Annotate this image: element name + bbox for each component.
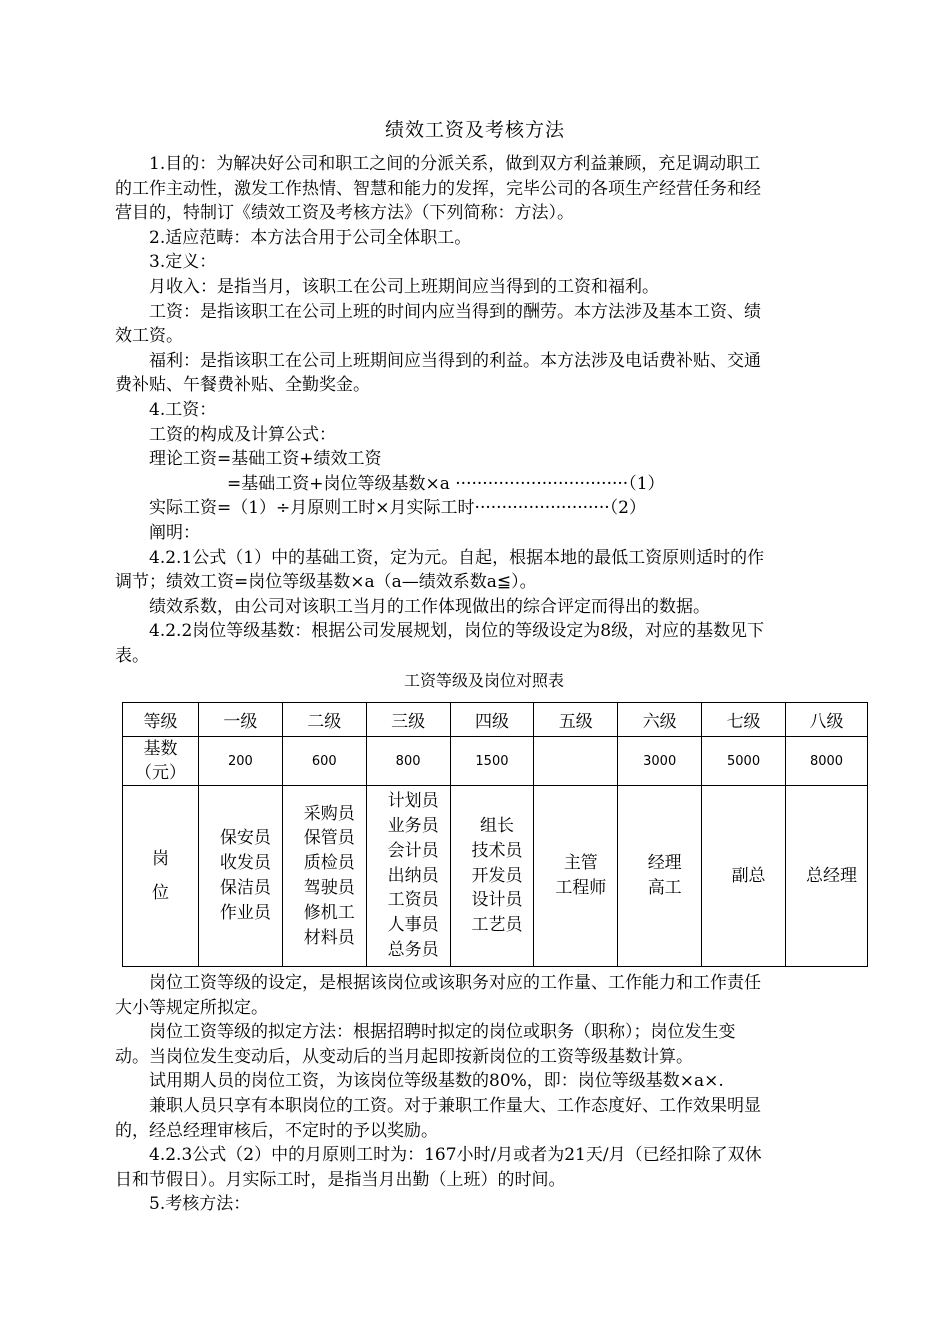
grade-cell: 六级 <box>618 703 702 737</box>
post-label-char: 位 <box>151 883 169 903</box>
document-body-continued <box>115 971 853 1217</box>
post-cell <box>450 786 534 967</box>
base-value-cell: 5000 <box>702 737 786 786</box>
table-row <box>123 737 868 786</box>
formula-line: =基础工资+岗位等级基数×a ································（1） <box>227 473 665 494</box>
paragraph: 的，经总经理审核后，不定时的予以奖励。 <box>115 1120 438 1141</box>
post-list: 主管 工程师 <box>555 853 607 898</box>
paragraph: 岗位工资等级的拟定方法：根据招聘时拟定的岗位或职务（职称）；岗位发生变 <box>149 1022 736 1043</box>
paragraph: 调节；绩效工资=岗位等级基数×a（a—绩效系数a≦）。 <box>115 572 537 593</box>
base-value-cell <box>534 737 618 786</box>
paragraph: 月收入：是指当月，该职工在公司上班期间应当得到的工资和福利。 <box>149 276 659 297</box>
table-row <box>123 703 868 737</box>
grade-cell: 一级 <box>198 703 282 737</box>
paragraph: 兼职人员只享有本职岗位的工资。对于兼职工作量大、工作态度好、工作效果明显 <box>149 1095 761 1116</box>
paragraph: 表。 <box>115 645 149 666</box>
paragraph: 大小等规定所拟定。 <box>115 997 268 1018</box>
paragraph: 效工资。 <box>115 326 183 347</box>
paragraph: 日和节假日）。月实际工时，是指当月出勤（上班）的时间。 <box>115 1169 566 1190</box>
base-value-cell: 200 <box>198 737 282 786</box>
paragraph: 的工作主动性，激发工作热情、智慧和能力的发挥，完毕公司的各项生产经营任务和经 <box>115 178 761 199</box>
grade-table <box>122 702 868 967</box>
grade-cell: 七级 <box>702 703 786 737</box>
base-value-cell: 3000 <box>618 737 702 786</box>
paragraph: 试用期人员的岗位工资，为该岗位等级基数的80%，即：岗位等级基数×a×. <box>149 1071 724 1092</box>
post-list: 保安员 收发员 保洁员 作业员 <box>219 828 271 923</box>
post-label-cell <box>123 786 199 967</box>
paragraph: 4.2.1公式（1）中的基础工资，定为元。自起，根据本地的最低工资原则适时的作 <box>149 547 765 568</box>
formula-line: 实际工资=（1）÷月原则工时×月实际工时·························（2） <box>149 498 646 519</box>
post-list: 采购员 保管员 质检员 驾驶员 修机工 材料员 <box>303 803 355 948</box>
post-cell <box>282 786 366 967</box>
paragraph: 3.定义： <box>149 252 217 273</box>
post-cell <box>618 786 702 967</box>
post-label-char: 岗 <box>151 849 169 869</box>
post-cell <box>786 786 868 967</box>
post-cell <box>534 786 618 967</box>
post-cell <box>366 786 450 967</box>
paragraph: 1.目的：为解决好公司和职工之间的分派关系，做到双方利益兼顾，充足调动职工 <box>149 154 761 174</box>
grade-cell: 三级 <box>366 703 450 737</box>
paragraph: 阐明： <box>149 522 200 543</box>
post-cell <box>198 786 282 967</box>
header-cell: 等级 <box>123 703 199 737</box>
post-list: 计划员 业务员 会计员 出纳员 工资员 人事员 总务员 <box>387 791 439 960</box>
paragraph: 绩效系数，由公司对该职工当月的工作体现做出的综合评定而得出的数据。 <box>149 596 710 617</box>
table-row <box>123 786 868 967</box>
paragraph: 2.适应范畴：本方法合用于公司全体职工。 <box>149 227 472 248</box>
base-value-cell: 1500 <box>450 737 534 786</box>
base-label-cell <box>123 737 199 786</box>
paragraph: 5.考核方法： <box>149 1194 251 1215</box>
paragraph: 4.2.3公式（2）中的月原则工时为：167小时/月或者为21天/月（已经扣除了双休 <box>149 1145 762 1166</box>
paragraph: 工资的构成及计算公式： <box>149 424 336 445</box>
base-value-cell: 8000 <box>786 737 868 786</box>
table-caption: 工资等级及岗位对照表 <box>403 671 564 691</box>
grade-cell: 二级 <box>282 703 366 737</box>
paragraph: 动。当岗位发生变动后，从变动后的当月起即按新岗位的工资等级基数计算。 <box>115 1046 693 1067</box>
paragraph: 福利：是指该职工在公司上班期间应当得到的利益。本方法涉及电话费补贴、交通 <box>149 350 761 371</box>
paragraph: 岗位工资等级的设定，是根据该岗位或该职务对应的工作量、工作能力和工作责任 <box>149 973 761 993</box>
grade-cell: 四级 <box>450 703 534 737</box>
paragraph: 营目的，特制订《绩效工资及考核方法》（下列简称：方法）。 <box>115 203 574 224</box>
grade-cell: 五级 <box>534 703 618 737</box>
document-body <box>115 152 853 692</box>
base-value-cell: 600 <box>282 737 366 786</box>
paragraph: 工资：是指该职工在公司上班的时间内应当得到的酬劳。本方法涉及基本工资、绩 <box>149 301 761 322</box>
post-list: 副总 <box>731 865 766 886</box>
paragraph: 费补贴、午餐费补贴、全勤奖金。 <box>115 375 370 396</box>
base-label-line: （元） <box>134 763 186 783</box>
paragraph: 4.工资： <box>149 399 217 420</box>
paragraph: 4.2.2岗位等级基数：根据公司发展规划，岗位的等级设定为8级，对应的基数见下 <box>149 621 765 642</box>
base-value-cell: 800 <box>366 737 450 786</box>
document-title: 绩效工资及考核方法 <box>384 119 565 141</box>
post-list: 组长 技术员 开发员 设计员 工艺员 <box>471 816 523 936</box>
base-label-line: 基数 <box>143 739 178 759</box>
post-list: 总经理 <box>806 865 857 886</box>
post-list: 经理 高工 <box>647 853 682 898</box>
grade-cell: 八级 <box>786 703 868 737</box>
post-cell <box>702 786 786 967</box>
formula-line: 理论工资=基础工资+绩效工资 <box>149 449 382 470</box>
